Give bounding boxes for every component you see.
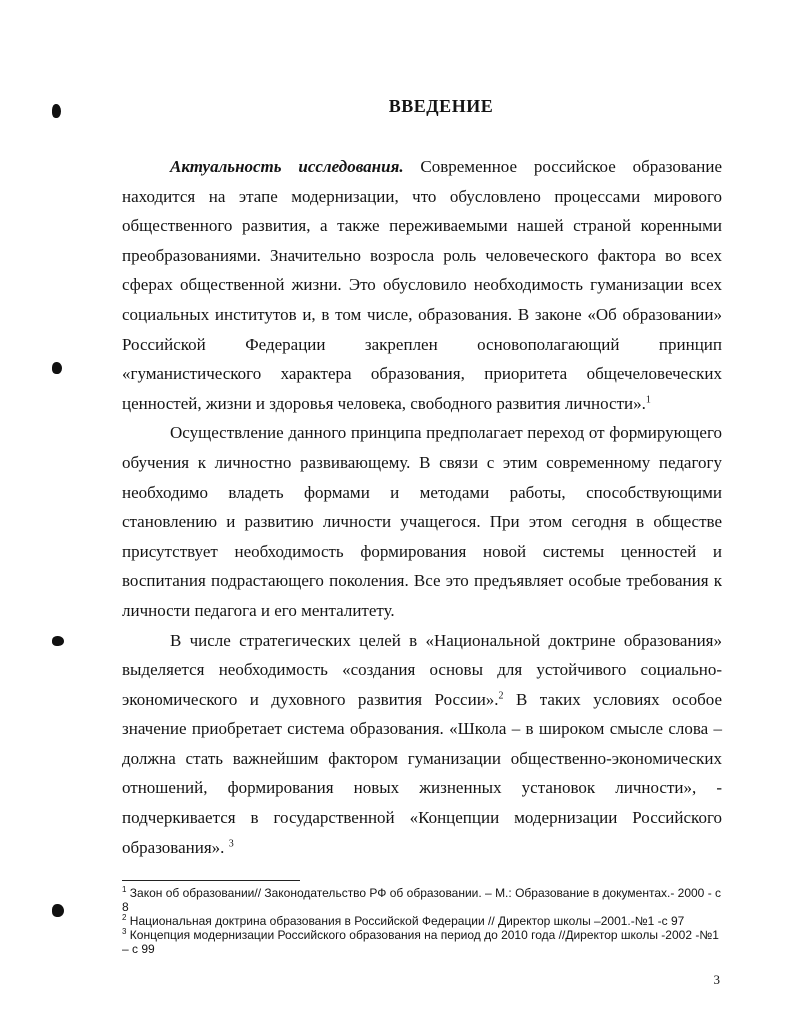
footnote-divider — [122, 880, 300, 881]
paragraph-principle — [122, 418, 722, 625]
paragraph-doctrine — [122, 626, 722, 863]
footnote-item — [122, 886, 722, 914]
scan-mark — [52, 362, 62, 374]
footnote-ref: 2 — [498, 690, 504, 702]
paragraph-text: В числе стратегических целей в «Национальной доктрине образования» выделяется необходимость «создания основы для устойчивого социально-экономического и духовного развития России». — [122, 630, 722, 709]
paragraph-lead: Актуальность исследования. — [170, 157, 404, 176]
footnote-text: Национальная доктрина образования в Российской Федерации // Директор школы –2001.-№1 -с 97 — [129, 914, 685, 928]
footnote-ref: 1 — [645, 394, 651, 406]
footnotes — [122, 886, 722, 956]
footnote-text: Закон об образовании// Законодательство РФ об образовании. – М.: Образование в документах.- 2000 - с 8 — [122, 886, 722, 914]
page-title: ВВЕДЕНИЕ — [388, 96, 494, 116]
footnote-item — [122, 928, 722, 956]
footnote-ref: 3 — [228, 838, 234, 849]
paragraph-text: Современное российское образование находится на этапе модернизации, что обусловлено процессами мирового общественного развития, а также переживаемыми нашей страной коренными преобразованиями. Значительно возросла роль человеческого фактора во всех сферах общественной жизни. Это обусловило необходимость гуманизации всех социальных институтов и, в том числе, образования. В законе «Об образовании» Российской Федерации закреплен основополагающий принцип «гуманистического характера образования, приоритета общечеловеческих ценностей, жизни и здоровья человека, свободного развития личности». — [122, 157, 723, 413]
footnote-number: 3 — [122, 927, 127, 936]
scan-mark — [52, 904, 64, 917]
paragraph-relevance — [122, 152, 722, 418]
footnote-item — [122, 914, 722, 928]
paragraph-text: Осуществление данного принципа предполагает переход от формирующего обучения к личностно развивающему. В связи с этим современному педагогу необходимо владеть формами и методами работы, способствующими становлению и развитию личности учащегося. При этом сегодня в обществе присутствует необходимость формирования новой системы ценностей и воспитания подрастающего поколения. Все это предъявляет особые требования к личности педагога и его менталитету. — [122, 423, 722, 620]
page-number: 3 — [713, 972, 720, 987]
body-text — [122, 152, 722, 862]
paragraph-text: В таких условиях особое значение приобретает система образования. «Школа – в широком смысле слова – должна стать важнейшим фактором гуманизации общественно-экономических отношений, формирования новых жизненных установок личности», - подчеркивается в государственной «Концепции модернизации Российского образования». — [122, 689, 722, 857]
footnote-text: Концепция модернизации Российского образования на период до 2010 года //Директор школы -2002 -№1 – с 99 — [122, 928, 719, 956]
footnote-number: 1 — [122, 885, 127, 894]
footnote-number: 2 — [122, 913, 127, 922]
scan-mark — [52, 636, 64, 646]
